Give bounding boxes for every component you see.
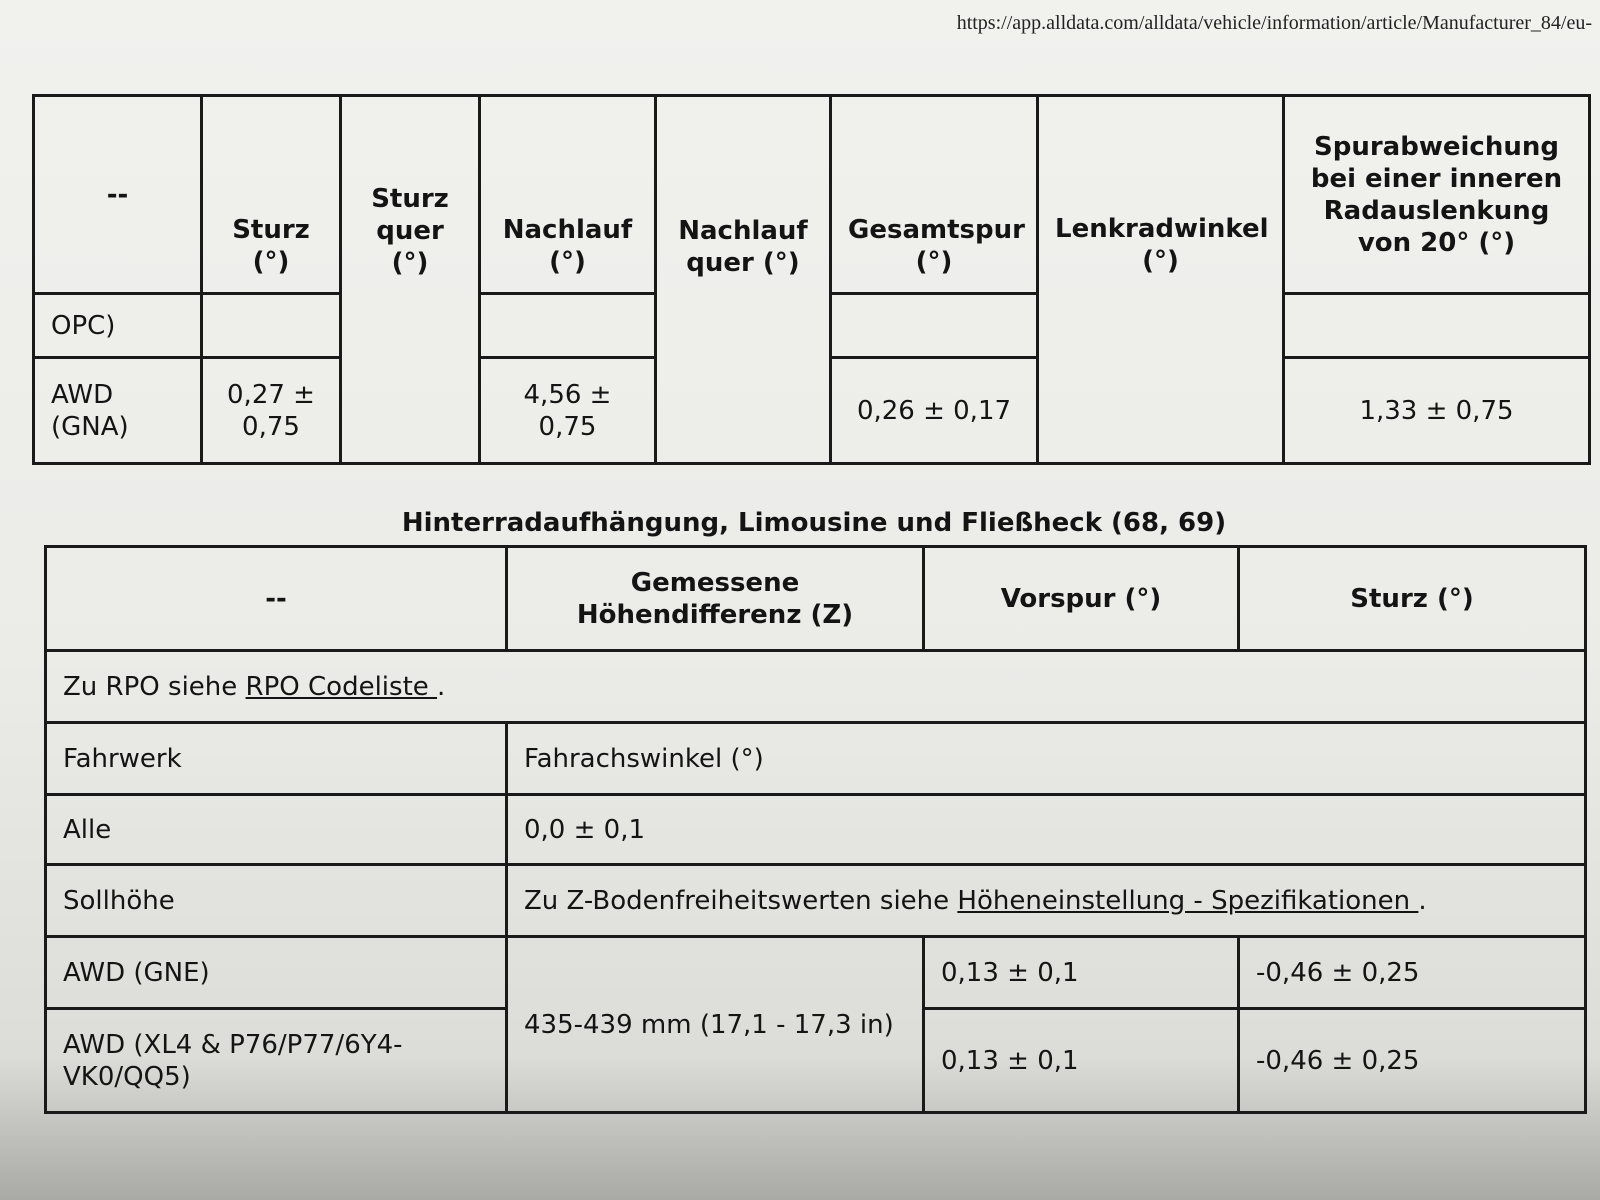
alle-value: 0,0 ± 0,1 bbox=[507, 795, 1586, 865]
table-row bbox=[46, 795, 1586, 865]
row-label-awd-xl4: AWD (XL4 & P76/P77/6Y4-VK0/QQ5) bbox=[46, 1009, 507, 1113]
rear-header-empty: -- bbox=[46, 547, 507, 651]
front-header-row bbox=[34, 96, 1590, 294]
front-header-gesamtspur: Gesamtspur (°) bbox=[831, 96, 1038, 294]
cell-spurabweichung: 1,33 ± 0,75 bbox=[1284, 358, 1590, 464]
sollhoehe-label: Sollhöhe bbox=[46, 865, 507, 937]
cell-vorspur: 0,13 ± 0,1 bbox=[924, 1009, 1239, 1113]
sollhoehe-prefix: Zu Z-Bodenfreiheitswerten siehe bbox=[524, 885, 958, 916]
rpo-suffix: . bbox=[437, 671, 446, 702]
rear-header-row bbox=[46, 547, 1586, 651]
cell-nachlauf: 4,56 ± 0,75 bbox=[480, 358, 656, 464]
front-header-nachlauf: Nachlauf (°) bbox=[480, 96, 656, 294]
cell-vorspur: 0,13 ± 0,1 bbox=[924, 937, 1239, 1009]
rear-header-hoehendifferenz: Gemessene Höhendifferenz (Z) bbox=[507, 547, 924, 651]
row-label-awd-gne: AWD (GNE) bbox=[46, 937, 507, 1009]
rear-header-vorspur: Vorspur (°) bbox=[924, 547, 1239, 651]
page-url: https://app.alldata.com/alldata/vehicle/information/article/Manufacturer_84/eu- bbox=[956, 12, 1592, 34]
hoeheneinstellung-link[interactable]: Höheneinstellung - Spezifikationen bbox=[957, 885, 1419, 916]
cell-sturz: -0,46 ± 0,25 bbox=[1239, 937, 1586, 1009]
cell-hoehendifferenz: 435-439 mm (17,1 - 17,3 in) bbox=[507, 937, 924, 1113]
cell-nachlauf bbox=[480, 294, 656, 358]
table-row bbox=[46, 723, 1586, 795]
rear-alignment-table bbox=[44, 545, 1587, 1114]
front-header-nachlauf-quer: Nachlauf quer (°) bbox=[656, 96, 831, 464]
table-row bbox=[46, 865, 1586, 937]
rear-suspension-caption: Hinterradaufhängung, Limousine und Fließheck (68, 69) bbox=[401, 508, 1227, 538]
cell-sturz bbox=[202, 294, 341, 358]
cell-gesamtspur bbox=[831, 294, 1038, 358]
cell-sturz: 0,27 ± 0,75 bbox=[202, 358, 341, 464]
cell-spurabweichung bbox=[1284, 294, 1590, 358]
sollhoehe-note bbox=[507, 865, 1586, 937]
rpo-prefix: Zu RPO siehe bbox=[63, 671, 246, 702]
front-header-empty: -- bbox=[34, 96, 202, 294]
rear-header-sturz: Sturz (°) bbox=[1239, 547, 1586, 651]
sollhoehe-suffix: . bbox=[1418, 885, 1427, 916]
row-label-opc: OPC) bbox=[34, 294, 202, 358]
fahrwerk-label: Fahrwerk bbox=[46, 723, 507, 795]
cell-gesamtspur: 0,26 ± 0,17 bbox=[831, 358, 1038, 464]
front-header-lenkradwinkel: Lenkradwinkel (°) bbox=[1038, 96, 1284, 464]
table-row bbox=[46, 937, 1586, 1009]
front-alignment-table bbox=[32, 94, 1591, 465]
row-label-awd-gna: AWD (GNA) bbox=[34, 358, 202, 464]
rpo-codeliste-link[interactable]: RPO Codeliste bbox=[245, 671, 438, 702]
rpo-row bbox=[46, 651, 1586, 723]
front-header-sturz-quer: Sturz quer (°) bbox=[341, 96, 480, 464]
fahrwerk-value: Fahrachswinkel (°) bbox=[507, 723, 1586, 795]
front-header-sturz: Sturz (°) bbox=[202, 96, 341, 294]
rpo-note bbox=[46, 651, 1586, 723]
alle-label: Alle bbox=[46, 795, 507, 865]
cell-sturz: -0,46 ± 0,25 bbox=[1239, 1009, 1586, 1113]
front-header-spurabweichung: Spurabweichung bei einer inneren Radauslenkung von 20° (°) bbox=[1284, 96, 1590, 294]
